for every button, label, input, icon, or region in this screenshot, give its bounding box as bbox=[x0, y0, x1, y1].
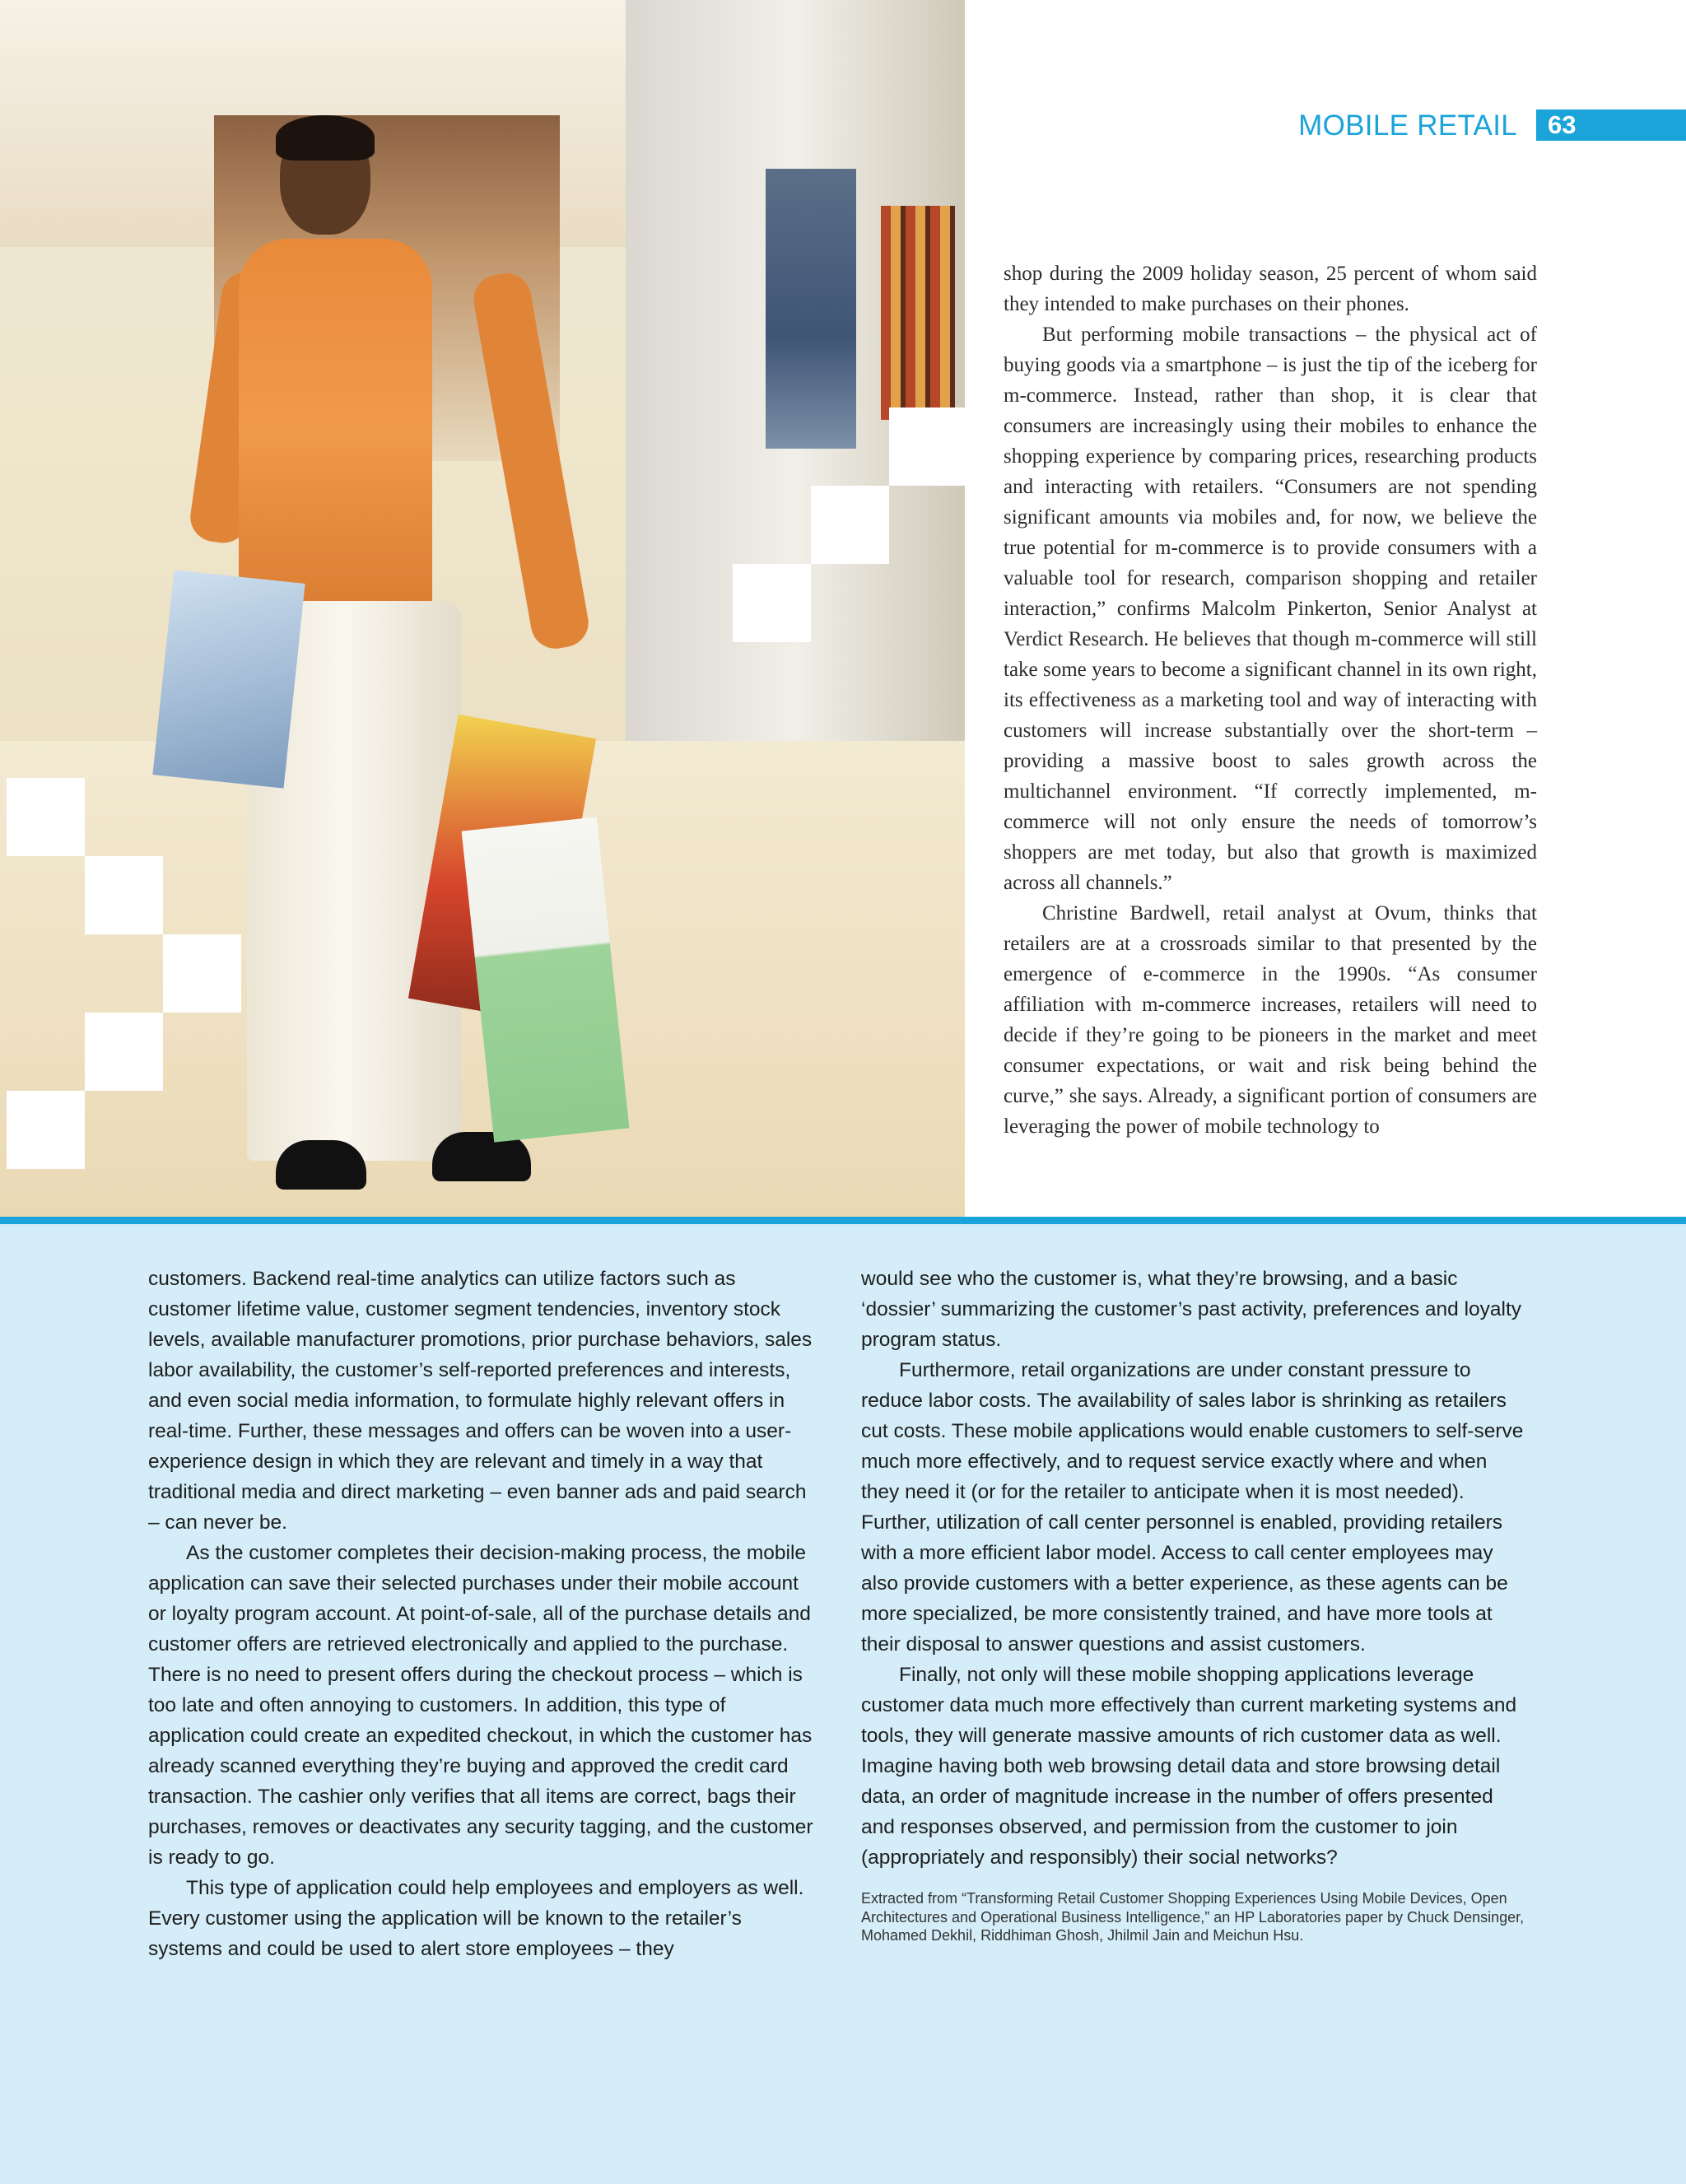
man-hair bbox=[276, 115, 375, 161]
paragraph: But performing mobile transactions – the physical act of buying goods via a smartphone – is just the tip of the iceberg for m-commerce. Instead, rather than shop, it is clear that consumers are increasingly using their mobiles to enhance the shopping experience by comparing prices, researching products and interacting with retailers. “Consumers are not spending significant amounts via mobiles and, for now, we believe the true potential for m-commerce is to provide consumers with a valuable tool for research, comparison shopping and retailer interaction,” confirms Malcolm Pinkerton, Senior Analyst at Verdict Research. He believes that though m-commerce will still take some years to become a significant channel in its own right, its effectiveness as a marketing tool and way of interacting with customers will increase substantially over the short-term – providing a massive boost to sales growth across the multichannel environment. “If correctly implemented, m-commerce will not only ensure the needs of tomorrow’s shoppers are met today, but also that growth is maximized across all channels.” bbox=[1004, 324, 1537, 894]
deco-square bbox=[85, 856, 163, 934]
deco-square bbox=[7, 1091, 85, 1169]
paragraph: Christine Bardwell, retail analyst at Ovum, thinks that retailers are at a crossroads similar to that presented by the emergence of e-commerce in the 1990s. “As consumer affiliation with m-commerce increases, retailers will need to decide if they’re going to be pioneers in the market and meet consumer expectations, or wait and risk being behind the curve,” she says. Already, a significant portion of consumers are leveraging the power of mobile technology to bbox=[1004, 902, 1537, 1138]
lower-right-column bbox=[861, 1264, 1528, 1945]
paragraph: Furthermore, retail organizations are under constant pressure to reduce labor costs. The availability of sales labor is shrinking as retailers cut costs. These mobile applications would enable customers to self-serve much more effectively, and to request service exactly where and when they need it (or for the retailer to anticipate when it is most needed). Further, utilization of call center personnel is enabled, providing retailers with a more efficient labor model. Access to call center employees may also provide customers with a better experience, as these agents can be more specialized, be more consistently trained, and have more tools at their disposal to answer questions and assist customers. bbox=[861, 1359, 1524, 1655]
paragraph: would see who the customer is, what they’re browsing, and a basic ‘dossier’ summarizing the customer’s past activity, preferences and loyalty program status. bbox=[861, 1268, 1522, 1351]
source-caption: Extracted from “Transforming Retail Customer Shopping Experiences Using Mobile Devices, Open Architectures and Operational Business Intelligence,” an HP Laboratories paper by Chuck Densinger, Mohamed Dekhil, Riddhiman Ghosh, Jhilmil Jain and Meichun Hsu. bbox=[861, 1890, 1525, 1944]
blue-shopping-bag bbox=[152, 570, 305, 788]
paragraph: As the customer completes their decision-making process, the mobile application can save their selected purchases under their mobile account or loyalty program account. At point-of-sale, all of the purchase details and customer offers are retrieved electronically and applied to the purchase. There is no need to present offers during the checkout process – which is too late and often annoying to customers. In addition, this type of application could create an expedited checkout, in which the customer has already scanned everything they’re buying and approved the credit card transaction. The cashier only verifies that all items are correct, bags their purchases, removes or deactivates any security tagging, and the customer is ready to go. bbox=[148, 1542, 813, 1869]
shop-poster bbox=[766, 169, 856, 449]
paragraph: shop during the 2009 holiday season, 25 percent of whom said they intended to make purchases on their phones. bbox=[1004, 263, 1537, 315]
deco-square bbox=[889, 407, 965, 486]
man-right-arm bbox=[470, 269, 593, 652]
upper-text-column bbox=[1004, 258, 1537, 1142]
left-shoe bbox=[276, 1140, 366, 1190]
deco-square bbox=[163, 934, 241, 1013]
paragraph: customers. Backend real-time analytics can utilize factors such as customer lifetime value, customer segment tendencies, inventory stock levels, available manufacturer promotions, prior purchase behaviors, sales labor availability, the customer’s self-reported preferences and interests, and even social media information, to formulate highly relevant offers in real-time. Further, these messages and offers can be woven into a user-experience design in which they are relevant and timely in a way that traditional media and direct marketing – even banner ads and paid search – can never be. bbox=[148, 1268, 813, 1534]
mannequin bbox=[881, 206, 955, 420]
shopping-mall-photo bbox=[0, 0, 965, 1218]
paragraph: Finally, not only will these mobile shopping applications leverage customer data much more effectively than current marketing systems and tools, they will generate massive amounts of rich customer data as well. Imagine having both web browsing detail data and store browsing detail data, an order of magnitude increase in the number of offers presented and responses observed, and permission from the customer to join (appropriately and responsibly) their social networks? bbox=[861, 1664, 1517, 1869]
accent-divider bbox=[0, 1217, 1686, 1224]
deco-square bbox=[7, 778, 85, 856]
paragraph: This type of application could help employees and employers as well. Every customer using the application will be known to the retailer’s systems and could be used to alert store employees – they bbox=[148, 1877, 804, 1960]
section-title: MOBILE RETAIL bbox=[1298, 109, 1517, 142]
lower-left-column bbox=[148, 1264, 815, 1964]
deco-square bbox=[811, 486, 889, 564]
deco-square bbox=[85, 1013, 163, 1091]
deco-square bbox=[733, 564, 811, 642]
page-number: 63 bbox=[1536, 109, 1686, 141]
man-orange-shirt bbox=[239, 239, 432, 617]
